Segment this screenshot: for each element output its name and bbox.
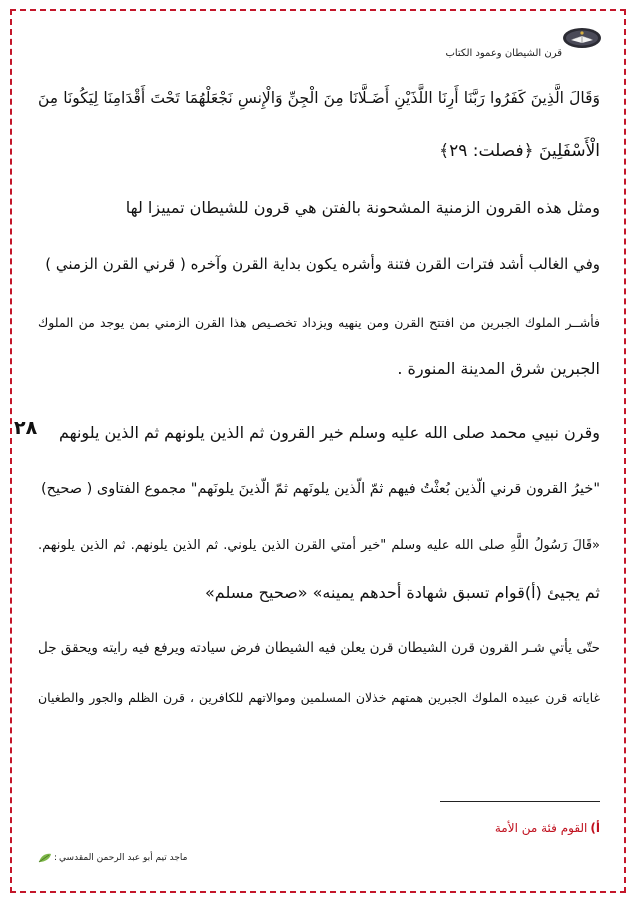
page-number: ٢٨	[14, 417, 38, 439]
hadith-quote-line: "خيرُ القرون قرني الّذين بُعثْتُ فيهم ثمّ الّذين يلونَهم ثمّ الّذينَ يلونَهم" مجموع الفتاوى ( صحيح)	[40, 481, 600, 497]
author-name: ماجد تيم أبو عبد الرحمن المقدسي	[59, 853, 188, 863]
book-emblem-icon	[562, 27, 602, 49]
paragraph-line: وفي الغالب أشد فترات القرن فتنة وأشره يكون بداية القرن وآخره ( قرني القرن الزمني )	[45, 255, 600, 273]
running-header-title: قرن الشيطان وعمود الكتاب	[445, 48, 562, 59]
verse-line: وَقَالَ الَّذِينَ كَفَرُوا رَبَّنَا أَرِنَا اللَّذَيْنِ أَضَـلَّانَا مِنَ الْجِنِّ وَالْإِنسِ نَجْعَلْهُمَا تَحْتَ أَقْدَامِنَا لِيَكُونَا مِنَ	[38, 89, 600, 107]
paragraph-line: فأشــر الملوك الجبرين من افتتح القرن ومن ينهيه ويزداد تخصـيص هذا القرن الزمني بمن يوجد من الملوك	[38, 315, 600, 330]
leaf-icon	[38, 853, 52, 863]
footnote	[200, 818, 600, 838]
paragraph-line: ومثل هذه القرون الزمنية المشحونة بالفتن هي قرون للشيطان تمييزا لها	[125, 198, 600, 217]
author-separator: :	[54, 853, 58, 863]
paragraph-line: غاياته قرن عبيده الملوك الجبرين همتهم خذلان المسلمين وموالاتهم للكافرين ، قرن الظلم والجور والطغيان	[38, 690, 600, 705]
paragraph-line: حتّى يأتي شـر القرون قرن الشيطان قرن يعلن فيه الشيطان فرض سيادته ويرفع فيه رايته ويحقق جل	[38, 640, 600, 656]
author-signature	[38, 850, 187, 866]
footnote-marker: أ)	[590, 821, 600, 835]
footnote-text: القوم فئة من الأمة	[494, 821, 588, 835]
verse-line: الْأَسْفَلِينَ ﴿فصلت: ٢٩﴾	[439, 141, 600, 161]
footnote-separator	[440, 801, 600, 802]
paragraph-line: وقرن نبيي محمد صلى الله عليه وسلم خير القرون ثم الذين يلونهم ثم الذين يلونهم	[58, 423, 600, 442]
hadith-quote-line: ثم يجيئ (أ)قوام تسبق شهادة أحدهم يمينه» «صحيح مسلم»	[205, 583, 600, 602]
hadith-quote-line: «قَالَ رَسُولُ اللَّهِ صلى الله عليه وسلم "خير أمتي القرن الذين يلوني. ثم الذين يلونهم. ثم الذين يلونهم.	[38, 538, 600, 553]
paragraph-line: الجبرين شرق المدينة المنورة .	[397, 359, 600, 378]
